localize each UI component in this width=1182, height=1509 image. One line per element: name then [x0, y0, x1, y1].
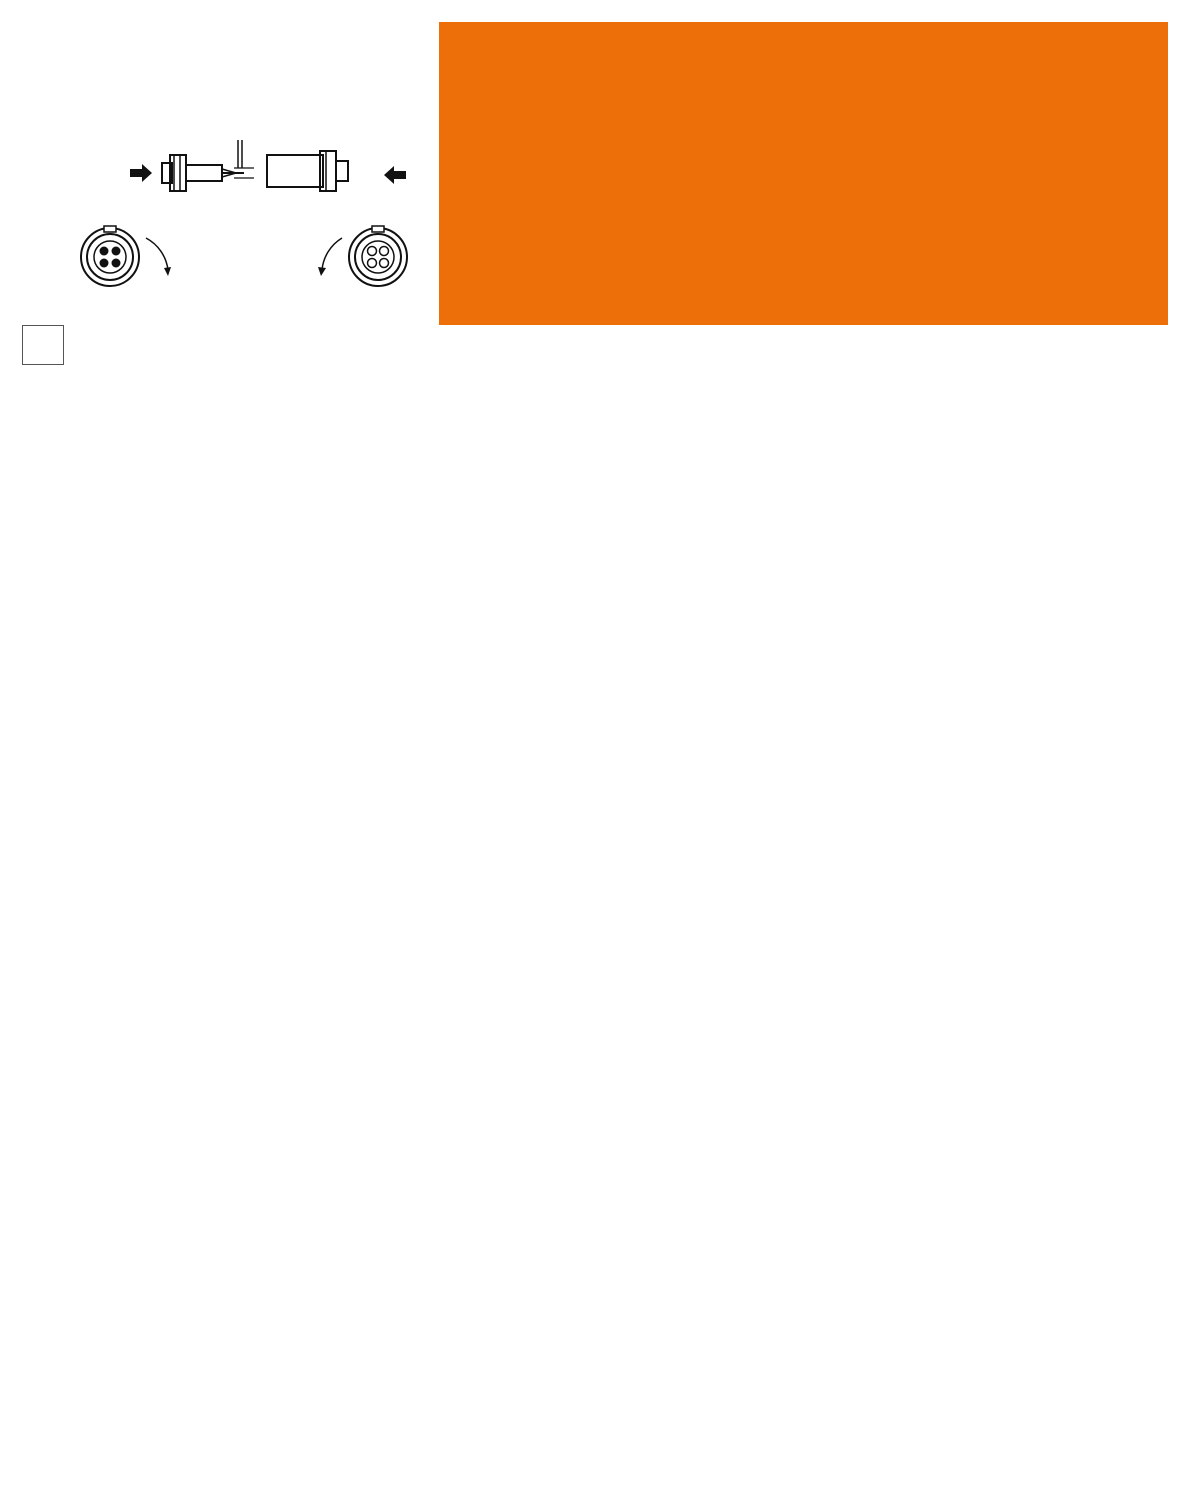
male-pin-drawing: [66, 120, 256, 320]
header-orange-block: [439, 22, 1168, 325]
series-label: [22, 325, 64, 365]
female-pin-drawing: [256, 120, 441, 320]
